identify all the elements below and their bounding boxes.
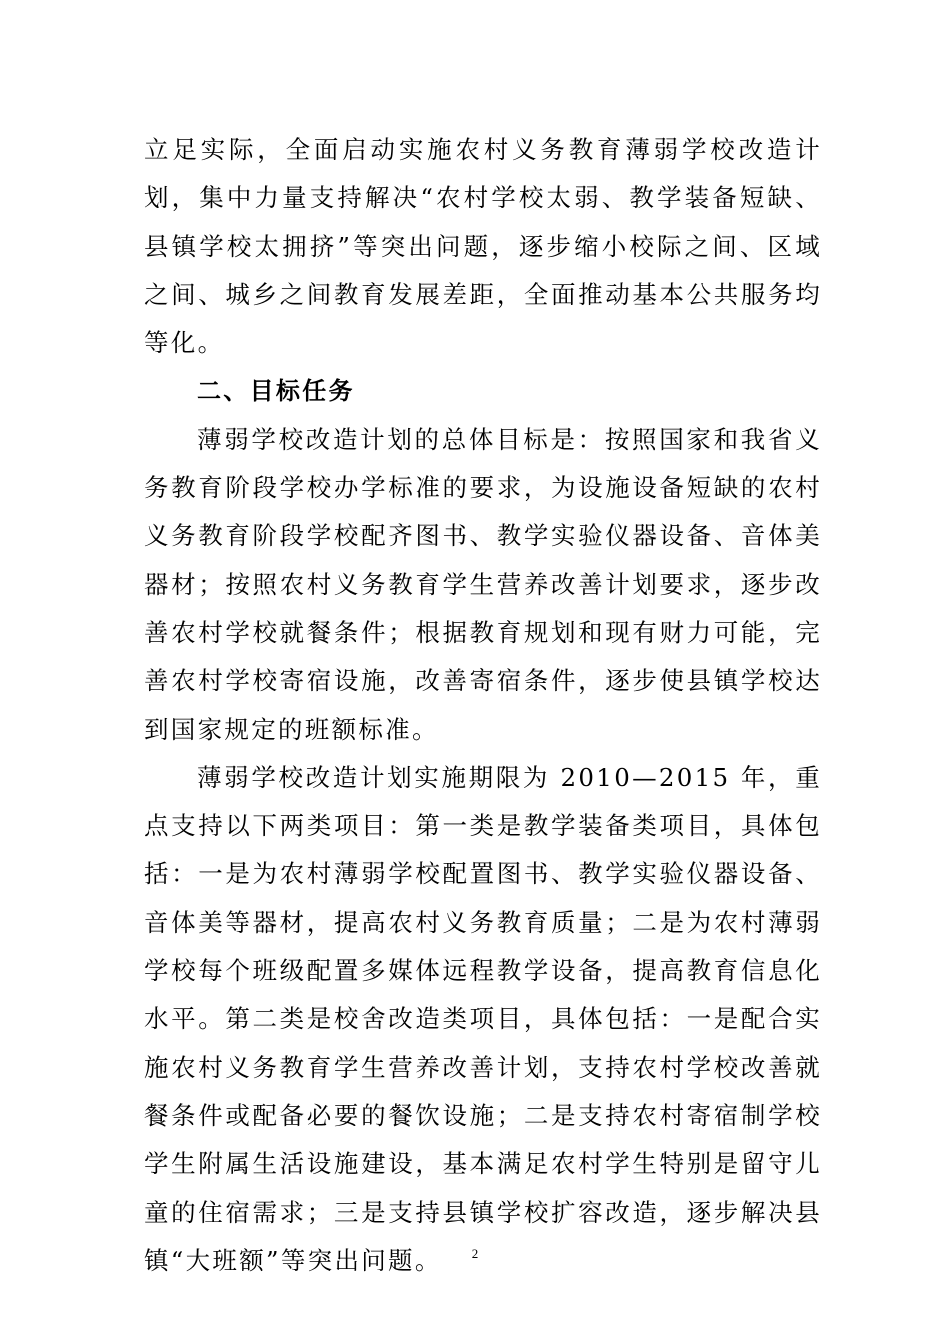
page-number: 2 [471, 1246, 479, 1261]
section-heading: 二、目标任务 [197, 377, 355, 406]
document-body [144, 126, 822, 1285]
paragraph-overall-goal: 薄弱学校改造计划的总体目标是：按照国家和我省义务教育阶段学校办学标准的要求，为设施设备短缺的农村义务教育阶段学校配齐图书、教学实验仪器设备、音体美器材；按照农村义务教育学生营养改善计划要求，逐步改善农村学校就餐条件；根据教育规划和现有财力可能，完善农村学校寄宿设施，改善寄宿条件，逐步使县镇学校达到国家规定的班额标准。 [144, 424, 822, 744]
paragraph-implementation-period: 薄弱学校改造计划实施期限为 2010—2015 年，重点支持以下两类项目：第一类是教学装备类项目，具体包括：一是为农村薄弱学校配置图书、教学实验仪器设备、音体美等器材，提高农村义务教育质量；二是为农村薄弱学校每个班级配置多媒体远程教学设备，提高教育信息化水平。第二类是校舍改造类项目，具体包括：一是配合实施农村义务教育学生营养改善计划，支持农村学校改善就餐条件或配备必要的餐饮设施；二是支持农村寄宿制学校学生附属生活设施建设，基本满足农村学生特别是留守儿童的住宿需求；三是支持县镇学校扩容改造，逐步解决县镇“大班额”等突出问题。 [144, 762, 822, 1275]
paragraph-continuation: 立足实际，全面启动实施农村义务教育薄弱学校改造计划，集中力量支持解决“农村学校太弱、教学装备短缺、县镇学校太拥挤”等突出问题，逐步缩小校际之间、区域之间、城乡之间教育发展差距，全面推动基本公共服务均等化。 [144, 135, 822, 358]
